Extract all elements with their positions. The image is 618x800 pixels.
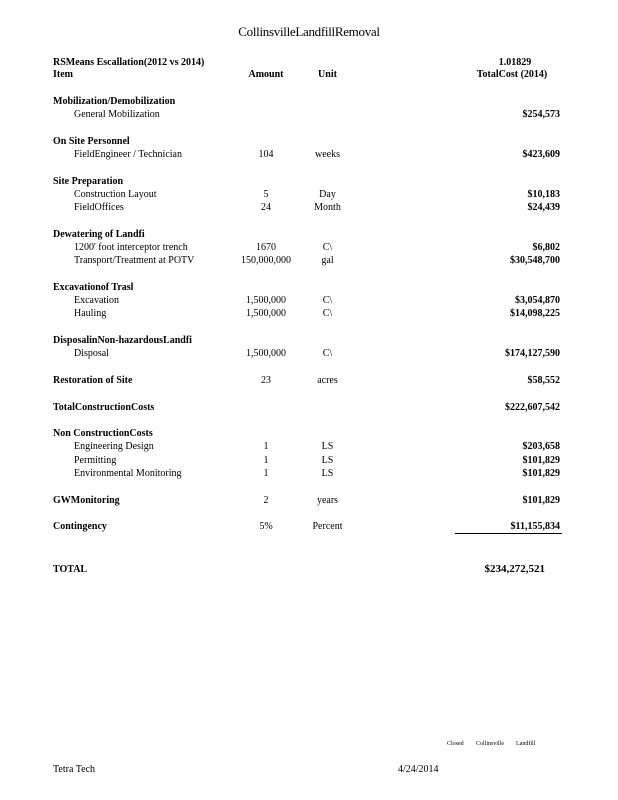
- row-cost: $10,183: [527, 189, 560, 200]
- footer-date: 4/24/2014: [398, 764, 439, 775]
- row-item: Environmental Monitoring: [74, 468, 182, 479]
- row-unit: LS: [321, 455, 334, 466]
- row-amount: 104: [258, 149, 274, 160]
- row-unit: Day: [319, 189, 336, 200]
- subtotal-cost: $222,607,542: [505, 402, 560, 413]
- row-unit: C\: [322, 242, 333, 253]
- row-cost: $3,054,870: [515, 295, 560, 306]
- row-cost: $24,439: [527, 202, 560, 213]
- header-amount: Amount: [248, 69, 284, 80]
- row-amount: 1670: [256, 242, 276, 253]
- row-amount: 23: [261, 375, 271, 386]
- row-item: Transport/Treatment at POTV: [74, 255, 195, 266]
- row-item: Excavation: [74, 295, 119, 306]
- row-item: Hauling: [74, 308, 107, 319]
- row-unit: LS: [321, 441, 334, 452]
- section-label: Dewatering of Landfi: [53, 229, 145, 240]
- row-amount: 1,500,000: [246, 295, 286, 306]
- row-item: FieldEngineer / Technician: [74, 149, 182, 160]
- section-label: TotalConstructionCosts: [53, 402, 155, 413]
- row-item: 1200' foot interceptor trench: [74, 242, 188, 253]
- grand-total-label: TOTAL: [53, 564, 88, 575]
- row-cost: $58,552: [527, 375, 560, 386]
- row-amount: 24: [261, 202, 271, 213]
- row-cost: $11,155,834: [510, 521, 560, 532]
- row-unit: LS: [321, 468, 334, 479]
- row-cost: $101,829: [522, 495, 560, 506]
- row-item: Engineering Design: [74, 441, 154, 452]
- row-item: Disposal: [74, 348, 109, 359]
- row-cost: $101,829: [522, 468, 560, 479]
- row-unit: C\: [322, 348, 333, 359]
- row-unit: years: [316, 495, 339, 506]
- section-label: GWMonitoring: [53, 495, 120, 506]
- row-amount: 150,000,000: [241, 255, 291, 266]
- row-cost: $101,829: [522, 455, 560, 466]
- header-total-cost: TotalCost (2014): [476, 69, 548, 80]
- section-label: Contingency: [53, 521, 107, 532]
- row-amount: 1: [263, 455, 269, 466]
- row-unit: weeks: [315, 149, 340, 160]
- row-cost: $30,548,700: [510, 255, 560, 266]
- header-unit: Unit: [318, 69, 337, 80]
- row-amount: 1,500,000: [246, 348, 286, 359]
- row-unit: Month: [314, 202, 341, 213]
- row-amount: 1: [263, 441, 269, 452]
- row-amount: 5: [263, 189, 269, 200]
- small-label: Collinsville: [476, 741, 505, 747]
- row-amount: 5%: [259, 521, 273, 532]
- small-label: Landfill: [516, 741, 536, 747]
- row-item: Permitting: [74, 455, 117, 466]
- escalation-label: RSMeans Escallation(2012 vs 2014): [53, 57, 205, 68]
- row-amount: 2: [263, 495, 269, 506]
- row-unit: C\: [322, 308, 333, 319]
- small-label: Closed: [447, 741, 464, 747]
- grand-total-value: $234,272,521: [484, 563, 545, 575]
- section-label: Non ConstructionCosts: [53, 428, 153, 439]
- row-cost: $174,127,590: [505, 348, 560, 359]
- row-item: FieldOffices: [74, 202, 124, 213]
- row-cost: $254,573: [522, 109, 560, 120]
- row-unit: acres: [317, 375, 338, 386]
- row-item: Construction Layout: [74, 189, 157, 200]
- page-title: CollinsvilleLandfillRemoval: [238, 24, 380, 39]
- row-item: General Mobilization: [74, 109, 160, 120]
- total-rule: [455, 533, 562, 534]
- row-unit: C\: [322, 295, 333, 306]
- row-unit: Percent: [312, 521, 343, 532]
- header-item: Item: [53, 69, 73, 80]
- section-label: Site Preparation: [53, 176, 124, 187]
- row-cost: $14,098,225: [510, 308, 560, 319]
- row-cost: $423,609: [522, 149, 560, 160]
- row-cost: $6,802: [532, 242, 560, 253]
- section-label: Excavationof Trasl: [53, 282, 134, 293]
- escalation-value: 1.01829: [498, 57, 532, 68]
- section-label: DisposalinNon-hazardousLandfi: [53, 335, 192, 346]
- row-amount: 1: [263, 468, 269, 479]
- section-label: Mobilization/Demobilization: [53, 96, 176, 107]
- row-amount: 1,500,000: [246, 308, 286, 319]
- row-unit: gal: [321, 255, 334, 266]
- section-label: On Site Personnel: [53, 136, 130, 147]
- footer-company: Tetra Tech: [53, 764, 96, 775]
- section-label: Restoration of Site: [53, 375, 133, 386]
- row-cost: $203,658: [522, 441, 560, 452]
